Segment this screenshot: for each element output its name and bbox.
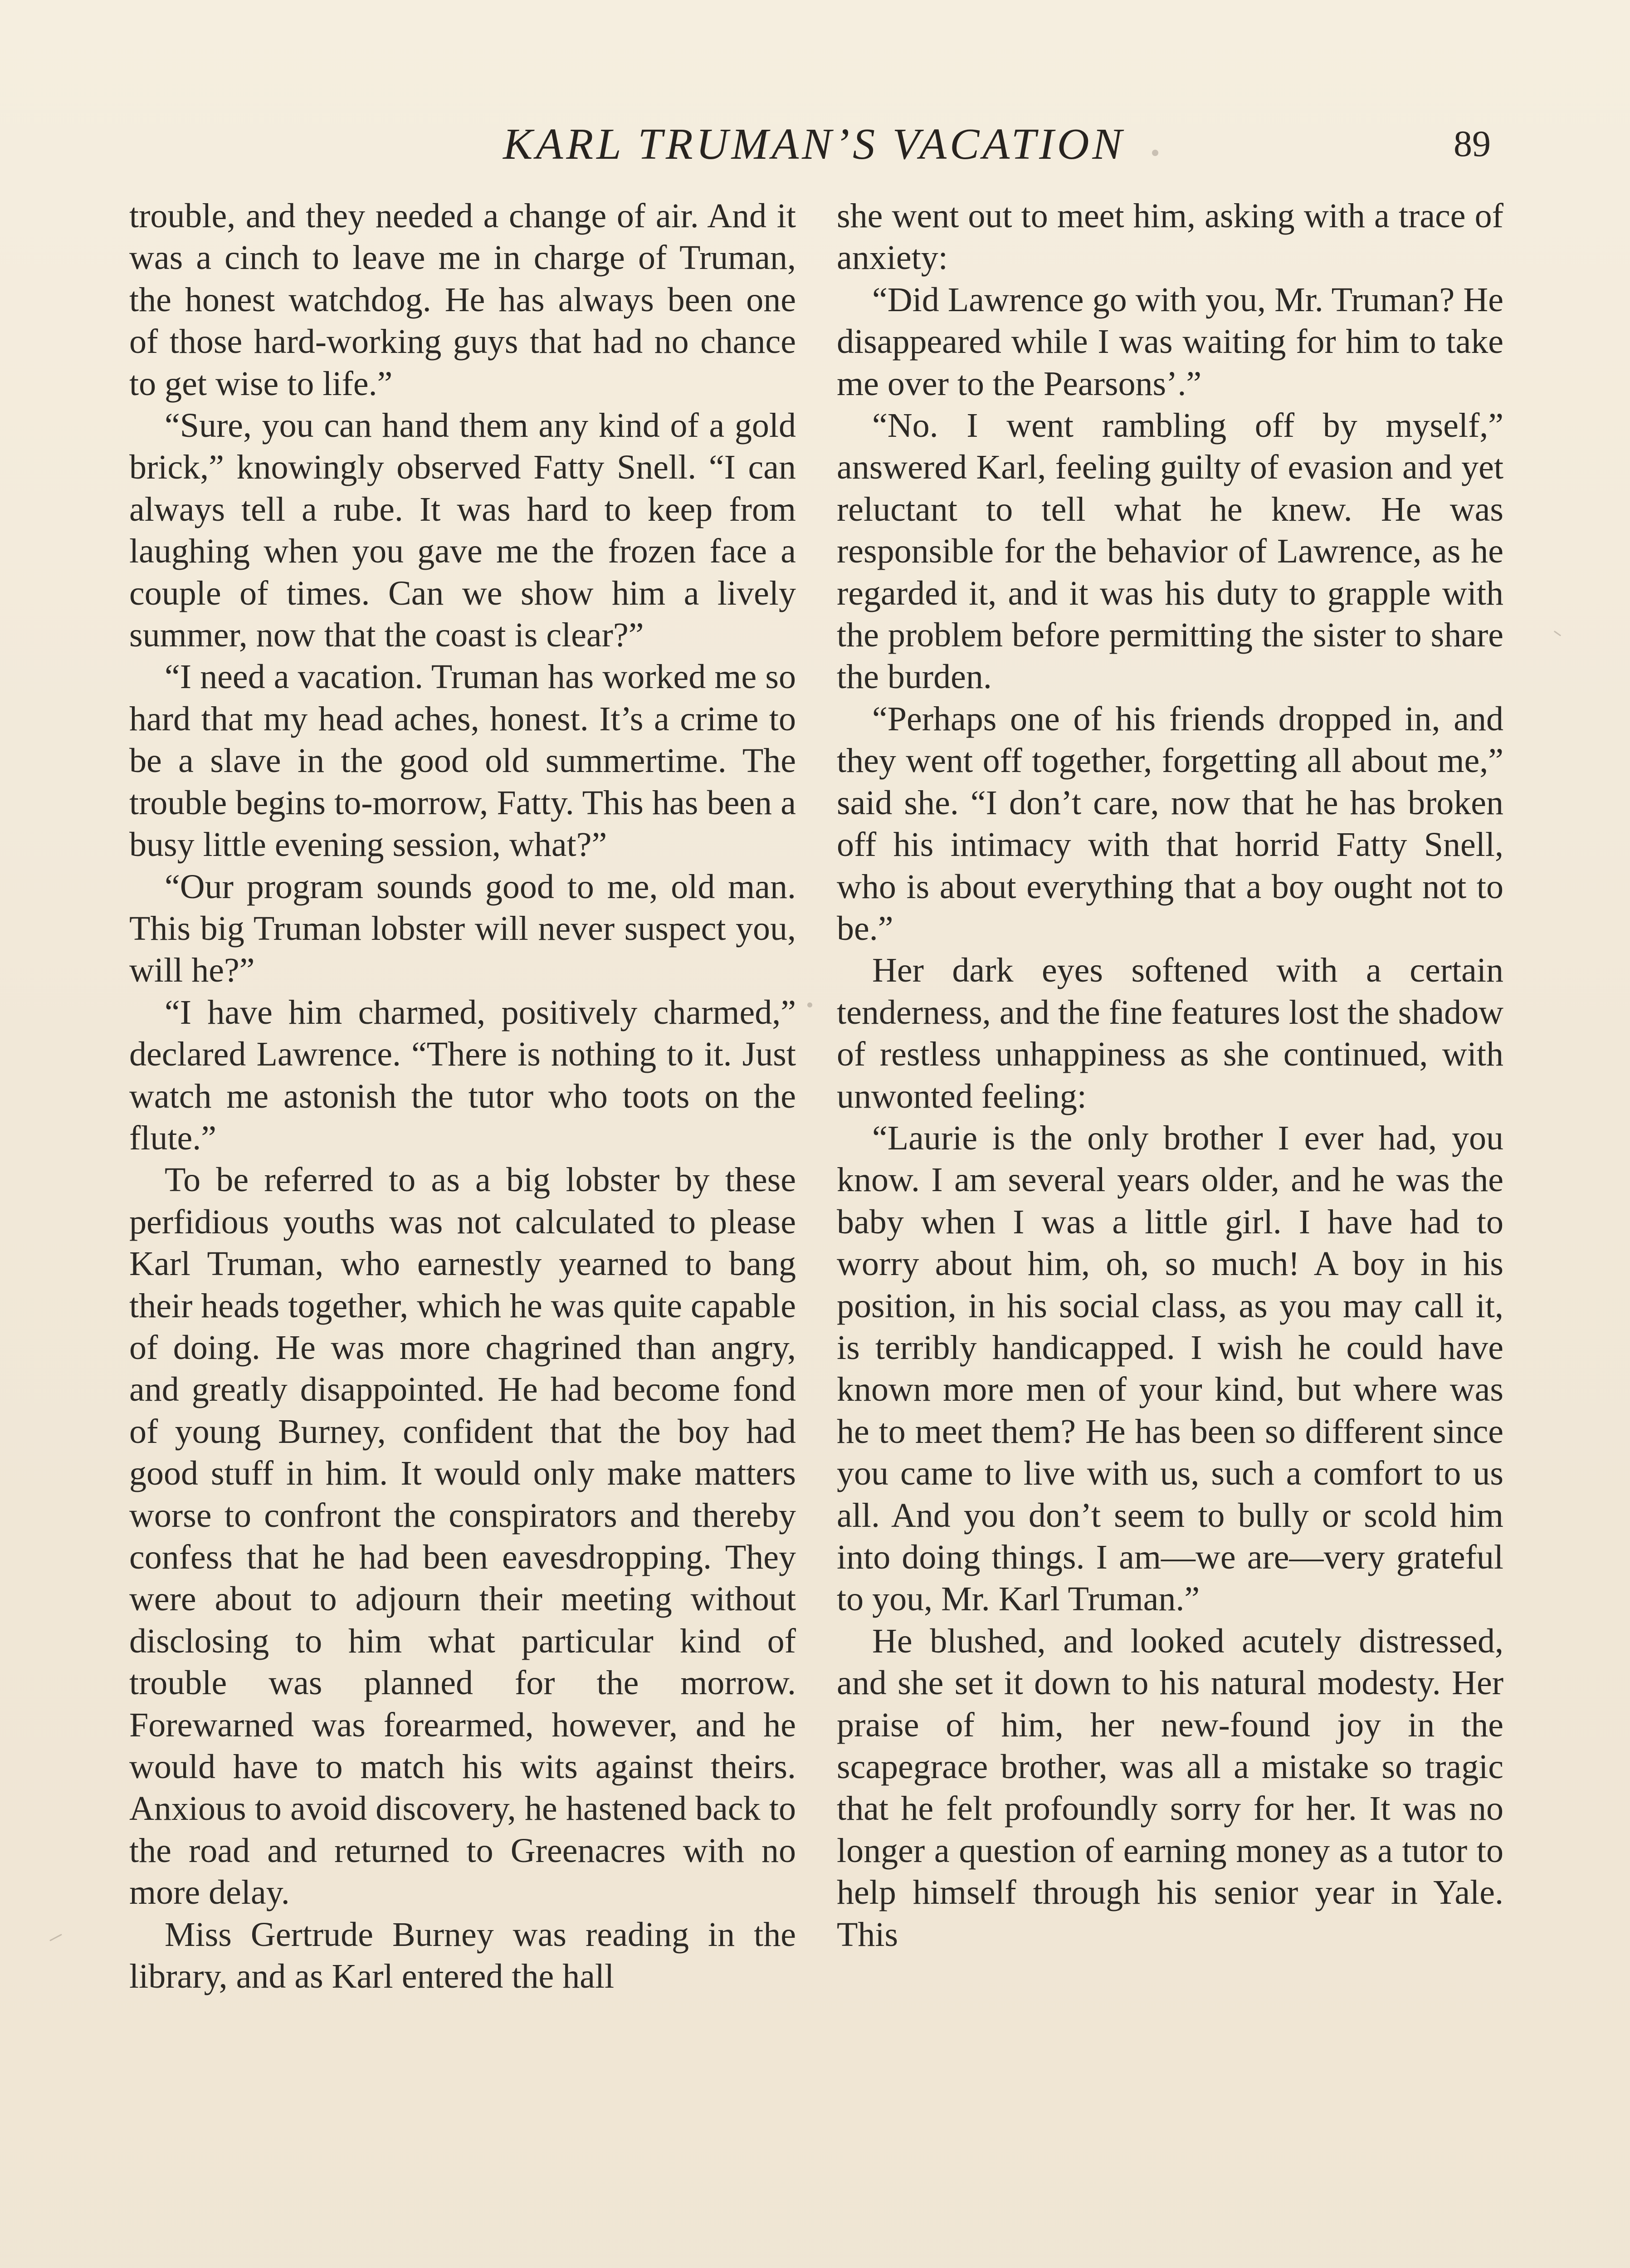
left-paragraph-5: “I have him charmed, positively charmed,” declared Lawrence. “There is nothing to it. Just watch me astonish the tutor who toots on the flute.” [129,993,796,1157]
paper-speck [49,1934,62,1941]
right-paragraph-1: she went out to meet him, asking with a trace of anxiety: [837,197,1503,277]
right-paragraph-2: “Did Lawrence go with you, Mr. Truman? He disappeared while I was waiting for him to take me over to the Pearsons’.” [837,280,1503,403]
paper-speck [1152,150,1158,156]
paper-speck [1554,631,1561,636]
page-number: 89 [1454,123,1491,164]
left-paragraph-7: Miss Gertrude Burney was reading in the library, and as Karl entered the hall [129,1915,796,1996]
right-column [837,195,1503,1955]
right-paragraph-6: “Laurie is the only brother I ever had, you know. I am several years older, and he was the baby when I was a little girl. I have had to worry about him, oh, so much! A boy in his position, in his social class, as you may call it, is terribly handicapped. I wish he could have known more men of your kind, but where was he to meet them? He has been so different since you came to live with us, such a comfort to us all. And you don’t seem to bully or scold him into doing things. I am—we are—very grateful to you, Mr. Karl Truman.” [837,1119,1503,1618]
paper-speck [807,1002,812,1007]
right-paragraph-3: “No. I went rambling off by myself,” answered Karl, feeling guilty of evasion and yet reluctant to tell what he knew. He was responsible for the behavior of Lawrence, as he regarded it, and it was his duty to grapple with the problem before permitting the sister to share the burden. [837,406,1503,696]
left-paragraph-4: “Our program sounds good to me, old man. This big Truman lobster will never suspect you, will he?” [129,867,796,990]
right-paragraph-4: “Perhaps one of his friends dropped in, and they went off together, forgetting all about me,” said she. “I don’t care, now that he has broken off his intimacy with that horrid Fatty Snell, who is about everything that a boy ought not to be.” [837,699,1503,948]
running-head [0,113,1630,177]
left-column [129,195,796,1997]
left-paragraph-3: “I need a vacation. Truman has worked me so hard that my head aches, honest. It’s a crime to be a slave in the good old summertime. The trouble begins to-morrow, Fatty. This has been a busy little evening session, what?” [129,658,796,864]
left-paragraph-6: To be referred to as a big lobster by these perfidious youths was not calculated to please Karl Truman, who earnestly yearned to bang their heads together, which he was quite capable of doing. He was more chagrined than angry, and greatly disappointed. He had become fond of young Burney, confident that the boy had good stuff in him. It would only make matters worse to confront the conspirators and thereby confess that he had been eavesdropping. They were about to adjourn their meeting without disclosing to him what particular kind of trouble was planned for the morrow. Forewarned was forearmed, however, and he would have to match his wits against theirs. Anxious to avoid discovery, he hastened back to the road and returned to Greenacres with no more delay. [129,1161,796,1912]
right-paragraph-5: Her dark eyes softened with a certain tenderness, and the fine features lost the shadow of restless unhappiness as she continued, with unwonted feeling: [837,951,1503,1115]
right-paragraph-7: He blushed, and looked acutely distressed, and she set it down to his natural modesty. Her praise of him, her new-found joy in the scapegrace brother, was all a mistake so tragic that he felt profoundly sorry for her. It was no longer a question of earning money as a tutor to help himself through his senior year in Yale. This [837,1622,1503,1954]
left-paragraph-1: trouble, and they needed a change of air. And it was a cinch to leave me in charge of Truman, the honest watchdog. He has always been one of those hard-working guys that had no chance to get wise to life.” [129,197,796,403]
page-title: KARL TRUMAN’S VACATION [503,120,1125,169]
left-paragraph-2: “Sure, you can hand them any kind of a gold brick,” knowingly observed Fatty Snell. “I can always tell a rube. It was hard to keep from laughing when you gave me the frozen face a couple of times. Can we show him a lively summer, now that the coast is clear?” [129,406,796,655]
